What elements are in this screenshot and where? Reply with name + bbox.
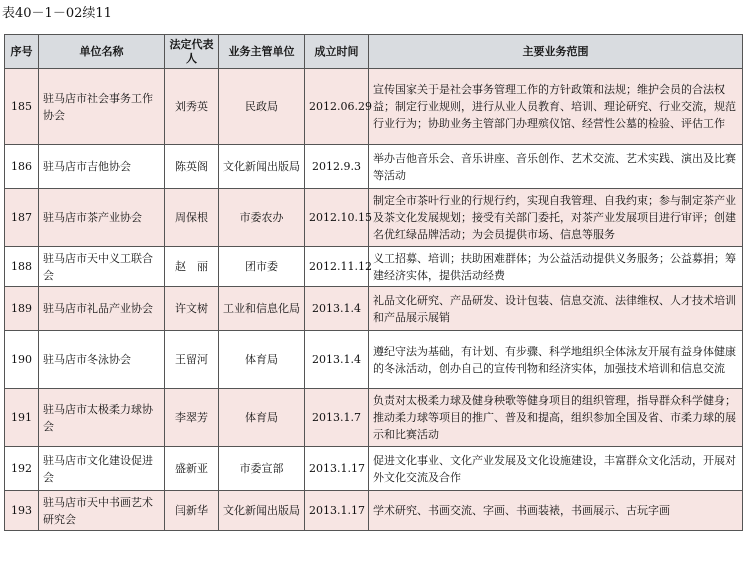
row-dept: 市委宣部 [219, 447, 305, 491]
row-date: 2013.1.4 [305, 331, 369, 389]
col-header-no: 序号 [5, 35, 39, 69]
col-header-rep: 法定代表人 [165, 35, 219, 69]
row-scope: 礼品文化研究、产品研发、设计包装、信息交流、法律维权、人才技术培训和产品展示展销 [369, 287, 743, 331]
table-row [5, 247, 743, 287]
row-no: 192 [5, 447, 39, 491]
row-no: 185 [5, 69, 39, 145]
row-unit: 驻马店市茶产业协会 [39, 189, 165, 247]
row-unit: 驻马店市天中书画艺术研究会 [39, 491, 165, 531]
register-table [4, 34, 743, 531]
col-header-date: 成立时间 [305, 35, 369, 69]
row-dept: 团市委 [219, 247, 305, 287]
row-scope: 义工招募、培训；扶助困难群体；为公益活动提供义务服务；公益募捐；筹建经济实体，提供活动经费 [369, 247, 743, 287]
row-no: 191 [5, 389, 39, 447]
row-rep: 刘秀英 [165, 69, 219, 145]
row-rep: 许文树 [165, 287, 219, 331]
row-dept: 工业和信息化局 [219, 287, 305, 331]
row-unit: 驻马店市冬泳协会 [39, 331, 165, 389]
row-date: 2012.9.3 [305, 145, 369, 189]
row-rep: 陈英阁 [165, 145, 219, 189]
col-header-unit: 单位名称 [39, 35, 165, 69]
row-no: 186 [5, 145, 39, 189]
row-scope: 促进文化事业、文化产业发展及文化设施建设，丰富群众文化活动，开展对外文化交流及合作 [369, 447, 743, 491]
row-unit: 驻马店市礼品产业协会 [39, 287, 165, 331]
row-rep: 周保根 [165, 189, 219, 247]
row-dept: 民政局 [219, 69, 305, 145]
row-unit: 驻马店市天中义工联合会 [39, 247, 165, 287]
row-dept: 文化新闻出版局 [219, 145, 305, 189]
table-row [5, 287, 743, 331]
row-unit: 驻马店市文化建设促进会 [39, 447, 165, 491]
table-row [5, 389, 743, 447]
row-rep: 赵 丽 [165, 247, 219, 287]
table-row [5, 331, 743, 389]
row-scope: 制定全市茶叶行业的行规行约，实现自我管理、自我约束；参与制定茶产业及茶文化发展规划；接受有关部门委托，对茶产业发展项目进行审评；创建名优红绿品牌活动；为会员提供市场、信息等服务 [369, 189, 743, 247]
table-row [5, 491, 743, 531]
row-no: 189 [5, 287, 39, 331]
row-dept: 文化新闻出版局 [219, 491, 305, 531]
row-no: 188 [5, 247, 39, 287]
row-scope: 负责对太极柔力球及健身秧歌等健身项目的组织管理，指导群众科学健身；推动柔力球等项目的推广、普及和提高，组织参加全国及省、市柔力球的展示和比赛活动 [369, 389, 743, 447]
row-date: 2013.1.17 [305, 491, 369, 531]
row-rep: 王留河 [165, 331, 219, 389]
row-date: 2012.10.15 [305, 189, 369, 247]
row-dept: 市委农办 [219, 189, 305, 247]
row-dept: 体育局 [219, 331, 305, 389]
row-scope: 遵纪守法为基础，有计划、有步骤、科学地组织全体泳友开展有益身体健康的冬泳活动，创办自己的宣传刊物和经济实体，加强技术培训和信息交流 [369, 331, 743, 389]
row-rep: 闫新华 [165, 491, 219, 531]
row-no: 190 [5, 331, 39, 389]
row-rep: 李翠芳 [165, 389, 219, 447]
table-row [5, 189, 743, 247]
col-header-scope: 主要业务范围 [369, 35, 743, 69]
row-scope: 举办吉他音乐会、音乐讲座、音乐创作、艺术交流、艺术实践、演出及比赛等活动 [369, 145, 743, 189]
header-row [5, 35, 743, 69]
table-caption: 表40－1－02续11 [2, 6, 112, 21]
row-unit: 驻马店市吉他协会 [39, 145, 165, 189]
row-unit: 驻马店市社会事务工作协会 [39, 69, 165, 145]
row-scope: 学术研究、书画交流、字画、书画装裱，书画展示、古玩字画 [369, 491, 743, 531]
row-date: 2012.06.29 [305, 69, 369, 145]
table-row [5, 145, 743, 189]
row-date: 2013.1.7 [305, 389, 369, 447]
col-header-dept: 业务主管单位 [219, 35, 305, 69]
row-no: 187 [5, 189, 39, 247]
row-date: 2013.1.4 [305, 287, 369, 331]
row-scope: 宣传国家关于是社会事务管理工作的方针政策和法规；维护会员的合法权益；制定行业规则，进行从业人员教育、培训、理论研究、行业交流，规范行业行为；协助业务主管部门办理殡仪馆、经营性公墓的检验、评估工作 [369, 69, 743, 145]
row-dept: 体育局 [219, 389, 305, 447]
row-rep: 盛新亚 [165, 447, 219, 491]
table-row [5, 69, 743, 145]
row-no: 193 [5, 491, 39, 531]
table-row [5, 447, 743, 491]
row-date: 2012.11.12 [305, 247, 369, 287]
row-unit: 驻马店市太极柔力球协会 [39, 389, 165, 447]
row-date: 2013.1.17 [305, 447, 369, 491]
